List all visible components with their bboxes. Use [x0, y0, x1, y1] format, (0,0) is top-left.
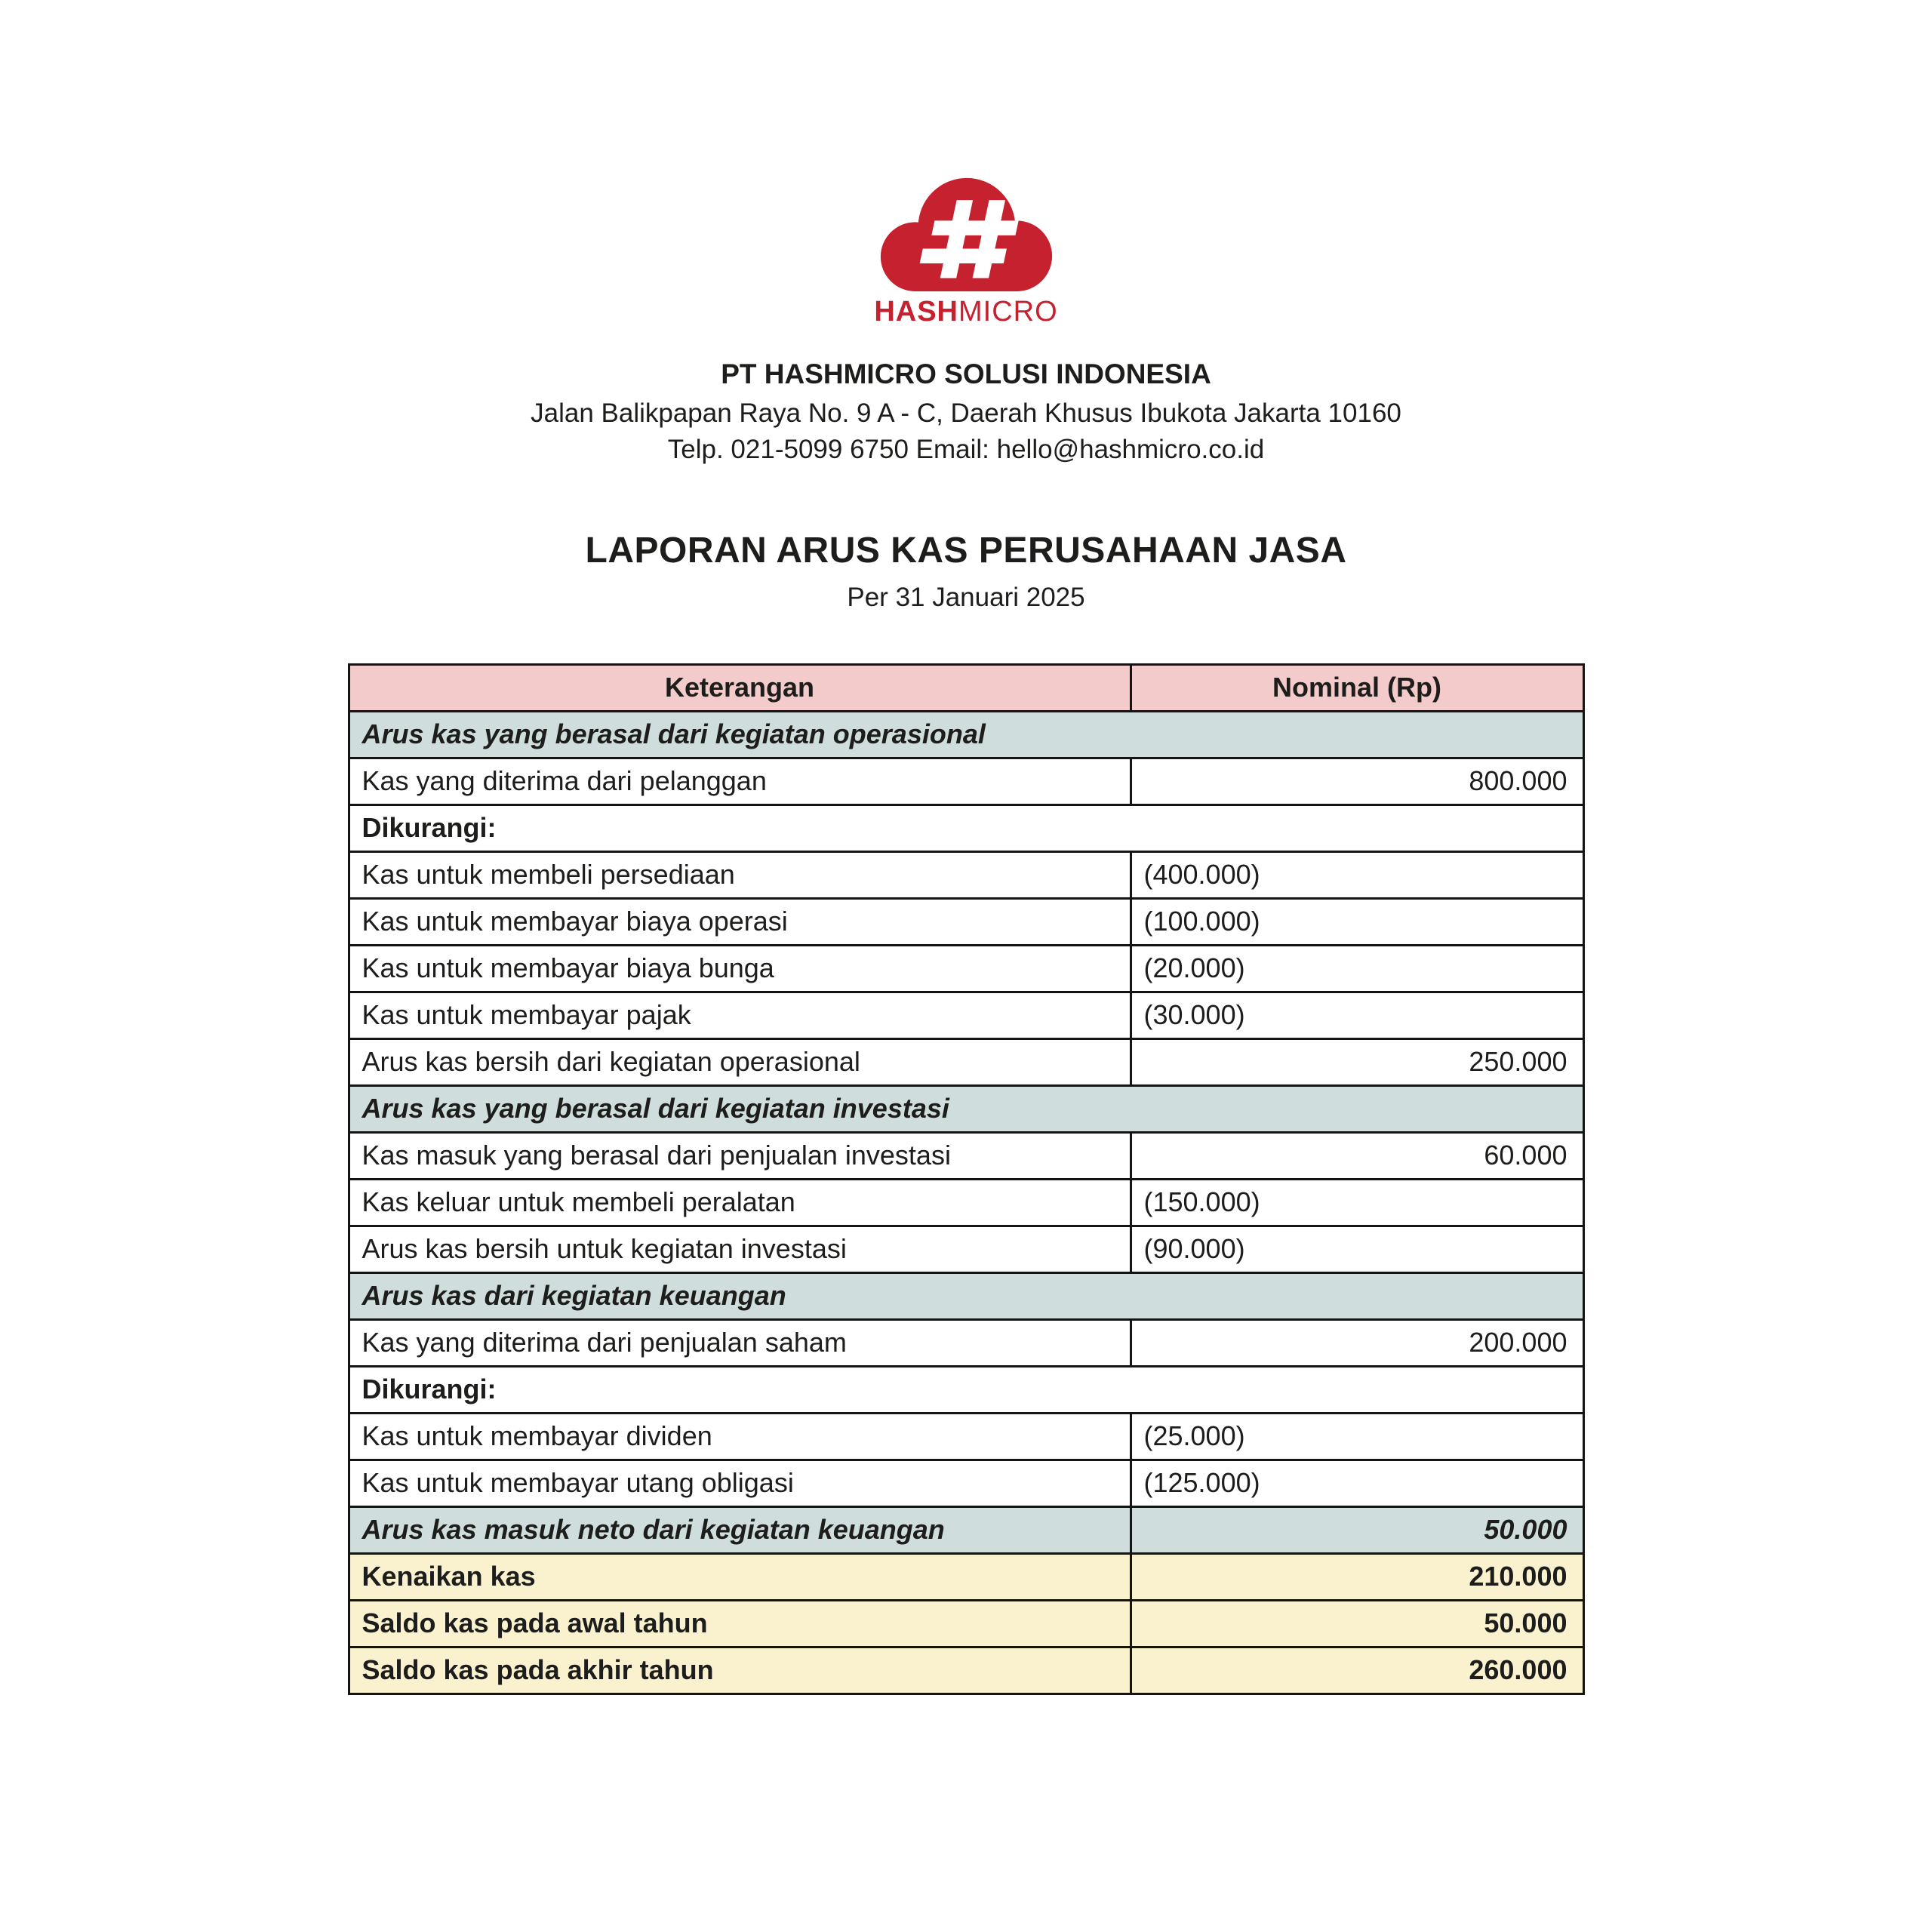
- table-row: [349, 992, 1583, 1038]
- nominal-cell: 200.000: [1131, 1319, 1583, 1366]
- nominal-cell: 50.000: [1131, 1506, 1583, 1553]
- nominal-cell: (30.000): [1131, 992, 1583, 1038]
- table-row: [349, 804, 1583, 851]
- keterangan-cell: Dikurangi:: [349, 1366, 1583, 1413]
- keterangan-cell: Arus kas masuk neto dari kegiatan keuangan: [349, 1506, 1131, 1553]
- brand-hash: HASH: [874, 296, 959, 328]
- keterangan-cell: Kas yang diterima dari penjualan saham: [349, 1319, 1131, 1366]
- table-row: [349, 1226, 1583, 1272]
- table-row: [349, 1272, 1583, 1319]
- nominal-cell: (90.000): [1131, 1226, 1583, 1272]
- column-header-keterangan: Keterangan: [349, 664, 1131, 711]
- table-row: [349, 711, 1583, 758]
- nominal-cell: 250.000: [1131, 1038, 1583, 1085]
- table-body: [349, 711, 1583, 1694]
- table-row: [349, 1319, 1583, 1366]
- table-row: [349, 1366, 1583, 1413]
- cash-flow-table: [348, 663, 1585, 1695]
- nominal-cell: 210.000: [1131, 1553, 1583, 1600]
- table-row: [349, 1553, 1583, 1600]
- table-row: [349, 1132, 1583, 1179]
- table-row: [349, 851, 1583, 898]
- keterangan-cell: Kas untuk membayar pajak: [349, 992, 1131, 1038]
- keterangan-cell: Kas untuk membayar biaya operasi: [349, 898, 1131, 945]
- nominal-cell: (400.000): [1131, 851, 1583, 898]
- table-row: [349, 1506, 1583, 1553]
- keterangan-cell: Kenaikan kas: [349, 1553, 1131, 1600]
- nominal-cell: 800.000: [1131, 758, 1583, 804]
- keterangan-cell: Arus kas bersih dari kegiatan operasional: [349, 1038, 1131, 1085]
- brand-wordmark: [874, 297, 1057, 326]
- document-header: [0, 174, 1932, 614]
- table-row: [349, 945, 1583, 992]
- table-row: [349, 1600, 1583, 1647]
- keterangan-cell: Saldo kas pada akhir tahun: [349, 1647, 1131, 1694]
- hashmicro-cloud-icon: [871, 174, 1061, 293]
- table-row: [349, 1460, 1583, 1506]
- table-head: [349, 664, 1583, 711]
- keterangan-cell: Arus kas bersih untuk kegiatan investasi: [349, 1226, 1131, 1272]
- table-row: [349, 1038, 1583, 1085]
- nominal-cell: (150.000): [1131, 1179, 1583, 1226]
- table-row: [349, 758, 1583, 804]
- report-period: Per 31 Januari 2025: [847, 582, 1085, 612]
- company-name: PT HASHMICRO SOLUSI INDONESIA: [721, 358, 1211, 389]
- table-row: [349, 898, 1583, 945]
- keterangan-cell: Arus kas dari kegiatan keuangan: [349, 1272, 1583, 1319]
- column-header-nominal: Nominal (Rp): [1131, 664, 1583, 711]
- keterangan-cell: Arus kas yang berasal dari kegiatan operasional: [349, 711, 1583, 758]
- keterangan-cell: Kas untuk membayar utang obligasi: [349, 1460, 1131, 1506]
- nominal-cell: 60.000: [1131, 1132, 1583, 1179]
- keterangan-cell: Kas untuk membeli persediaan: [349, 851, 1131, 898]
- keterangan-cell: Arus kas yang berasal dari kegiatan investasi: [349, 1085, 1583, 1132]
- nominal-cell: 260.000: [1131, 1647, 1583, 1694]
- table-row: [349, 1647, 1583, 1694]
- table-row: [349, 1085, 1583, 1132]
- nominal-cell: (125.000): [1131, 1460, 1583, 1506]
- nominal-cell: (100.000): [1131, 898, 1583, 945]
- nominal-cell: (25.000): [1131, 1413, 1583, 1460]
- keterangan-cell: Dikurangi:: [349, 804, 1583, 851]
- keterangan-cell: Kas masuk yang berasal dari penjualan investasi: [349, 1132, 1131, 1179]
- table-header-row: [349, 664, 1583, 711]
- keterangan-cell: Kas untuk membayar dividen: [349, 1413, 1131, 1460]
- company-address: Jalan Balikpapan Raya No. 9 A - C, Daerah Khusus Ibukota Jakarta 10160: [531, 398, 1401, 429]
- keterangan-cell: Kas yang diterima dari pelanggan: [349, 758, 1131, 804]
- table-row: [349, 1179, 1583, 1226]
- company-contact: Telp. 021-5099 6750 Email: hello@hashmicro.co.id: [667, 435, 1265, 465]
- keterangan-cell: Kas untuk membayar biaya bunga: [349, 945, 1131, 992]
- nominal-cell: 50.000: [1131, 1600, 1583, 1647]
- keterangan-cell: Kas keluar untuk membeli peralatan: [349, 1179, 1131, 1226]
- brand-micro: MICRO: [958, 296, 1058, 328]
- nominal-cell: (20.000): [1131, 945, 1583, 992]
- table-row: [349, 1413, 1583, 1460]
- keterangan-cell: Saldo kas pada awal tahun: [349, 1600, 1131, 1647]
- report-title: LAPORAN ARUS KAS PERUSAHAAN JASA: [585, 530, 1347, 571]
- hashmicro-logo: [0, 174, 1932, 326]
